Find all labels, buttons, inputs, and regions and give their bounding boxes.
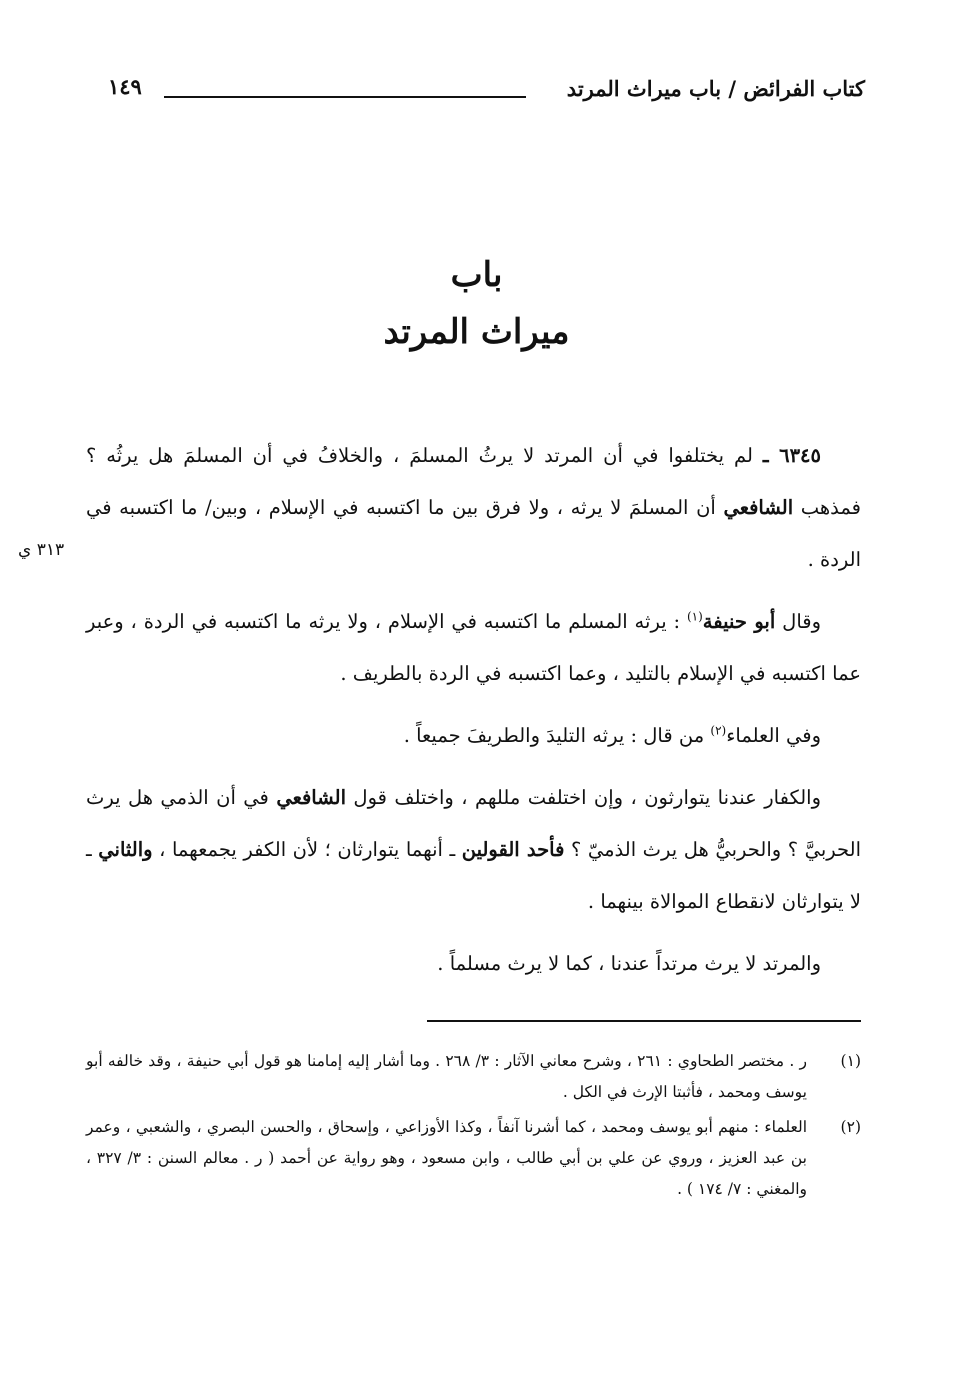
paragraph-text: : يرثه المسلم ما اكتسبه في الإسلام ، ولا يرثه ما اكتسبه في الردة ، وعبر عما اكتسبه في الإسلام بالتليد ، وعما اكتسبه في الردة بالطريف . [86, 610, 861, 685]
chapter-title: باب [450, 255, 503, 295]
paragraph-text: في أن الذمي هل يرث الحربيَّ ؟ والحربيُّ هل يرث الذميّ ؟ [86, 786, 861, 861]
footnote-marker: (١) [840, 1052, 861, 1070]
footnote-text: العلماء : منهم أبو يوسف ومحمد ، كما أشرنا آنفاً ، وكذا الأوزاعي ، وإسحاق ، والحسن البصري ، والشعبي ، وعمر بن عبد العزيز ، وروي عن علي بن أبي طالب ، وابن مسعود ، وهو رواية عن أحمد ( ر . معالم السنن : ٣/ ٣٢٧ ، والمغني : ٧/ ١٧٤ ) . [86, 1118, 807, 1198]
bold-phrase: والثاني [98, 838, 153, 861]
entry-number: ٦٣٤٥ ـ [762, 444, 821, 467]
main-text [86, 430, 861, 1000]
paragraph-6345 [86, 430, 861, 586]
running-header [100, 76, 865, 116]
paragraph-text: والكفار عندنا يتوارثون ، وإن اختلفت مللهم ، واختلف قول [353, 786, 821, 809]
footnote-1 [86, 1046, 861, 1108]
running-header-title: كتاب الفرائض / باب ميراث المرتد [566, 76, 865, 101]
bold-name: الشافعي [723, 496, 794, 519]
paragraph-text: وقال [782, 610, 822, 633]
paragraph-text: لم يختلفوا في أن المرتد لا يرثُ المسلمَ ، والخلافُ في أن المسلمَ هل يرثُه ؟ فمذهب [86, 444, 861, 519]
paragraph [86, 596, 861, 700]
paragraph-text: أن المسلمَ لا يرثه ، ولا فرق بين ما اكتسبه في الإسلام ، وبين/ ما اكتسبه في الردة . [86, 496, 861, 571]
bold-phrase: فأحد القولين [461, 838, 565, 861]
bold-name: أبو حنيفة [702, 610, 776, 633]
bold-name: الشافعي [276, 786, 346, 809]
paragraph-text: وفي العلماء [726, 724, 821, 747]
footnotes [86, 1046, 861, 1209]
footnote-ref[interactable]: (٢) [710, 723, 727, 738]
paragraph-text: والمرتد لا يرث مرتداً عندنا ، كما لا يرث مسلماً . [437, 952, 821, 975]
paragraph [86, 938, 861, 990]
paragraph-text: ـ أنهما يتوارثان ؛ لأن الكفر يجمعهما ، [159, 838, 456, 861]
chapter-subtitle: ميراث المرتد [383, 312, 570, 352]
margin-reference: ٣١٣ ي [18, 540, 65, 560]
paragraph [86, 710, 861, 762]
footnote-ref[interactable]: (١) [686, 609, 703, 624]
paragraph-text: من قال : يرثه التليدَ والطريفَ جميعاً . [403, 724, 705, 747]
paragraph-text: ـ لا يتوارثان لانقطاع الموالاة بينهما . [86, 838, 861, 913]
paragraph [86, 772, 861, 928]
header-rule [164, 96, 526, 98]
footnote-2 [86, 1112, 861, 1205]
footnote-marker: (٢) [840, 1118, 861, 1136]
page-number: ١٤٩ [108, 74, 142, 99]
footnote-text: ر . مختصر الطحاوي : ٢٦١ ، وشرح معاني الآثار : ٣/ ٢٦٨ . وما أشار إليه إمامنا هو قول أبي حنيفة ، وقد خالفه أبو يوسف ومحمد ، فأثبتا الإرث في الكل . [86, 1052, 807, 1101]
footnote-separator [427, 1020, 861, 1022]
